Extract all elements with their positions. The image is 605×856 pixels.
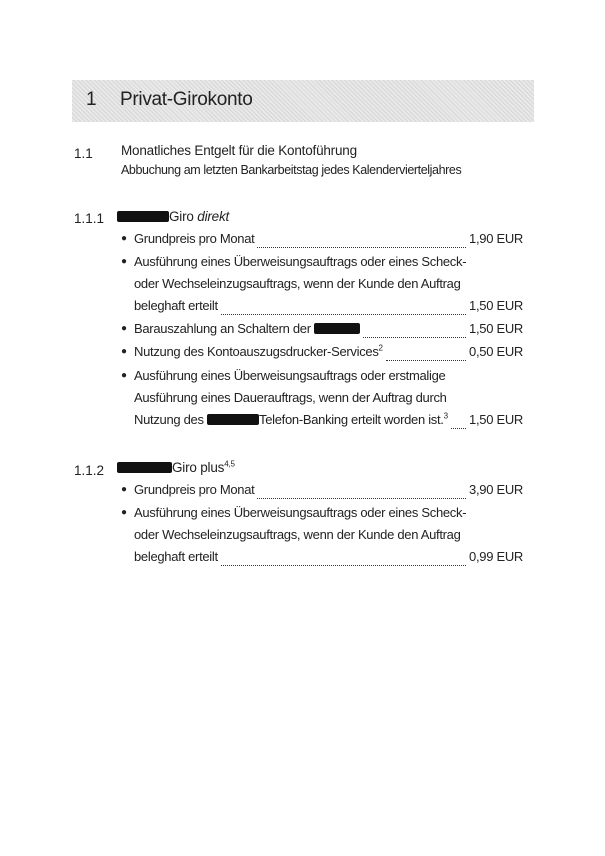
redacted-bank-name <box>207 414 259 425</box>
leader-dots <box>221 302 466 315</box>
price-item <box>121 343 523 365</box>
subsection-number: 1.1 <box>74 146 93 161</box>
price-item-label: Ausführung eines Überweisungsauftrags oder eines Scheck- <box>134 505 467 520</box>
price-value: 1,50 EUR <box>469 321 523 336</box>
section-title-bar <box>72 80 534 122</box>
bullet-icon: ● <box>121 233 127 244</box>
bullet-icon: ● <box>121 346 127 357</box>
price-value: 0,50 EUR <box>469 344 523 359</box>
item-group-number: 1.1.1 <box>74 211 105 226</box>
item-group-number: 1.1.2 <box>74 463 105 478</box>
footnote-ref: 3 <box>443 411 448 421</box>
leader-dots <box>257 235 466 248</box>
bullet-icon: ● <box>121 256 127 267</box>
price-value: 3,90 EUR <box>469 482 523 497</box>
price-item-label: beleghaft erteilt <box>134 549 218 564</box>
leader-dots <box>221 553 466 566</box>
footnote-ref: 4,5 <box>224 459 235 469</box>
price-item-label: beleghaft erteilt <box>134 298 218 313</box>
redacted-bank-name <box>314 323 360 334</box>
price-value: 0,99 EUR <box>469 549 523 564</box>
price-item <box>121 320 523 342</box>
price-item <box>121 481 523 503</box>
leader-dots <box>451 416 466 429</box>
price-item <box>121 253 523 319</box>
price-item-label: Ausführung eines Überweisungsauftrags oder eines Scheck- <box>134 254 467 269</box>
item-group-title-text: Giro plus <box>172 460 225 475</box>
subsection-title: Monatliches Entgelt für die Kontoführung <box>121 143 357 158</box>
leader-dots <box>363 325 466 338</box>
price-item <box>121 230 523 252</box>
section-number: 1 <box>86 89 97 110</box>
bullet-icon: ● <box>121 370 127 381</box>
section-title: Privat-Girokonto <box>120 89 253 110</box>
price-item-label: Grundpreis pro Monat <box>134 482 255 497</box>
redacted-bank-name <box>117 211 169 222</box>
price-item-label: Nutzung des <box>134 412 204 427</box>
leader-dots <box>257 486 466 499</box>
footnote-ref: 2 <box>378 343 383 353</box>
price-item <box>121 367 523 433</box>
bullet-icon: ● <box>121 507 127 518</box>
price-value: 1,50 EUR <box>469 298 523 313</box>
leader-dots <box>386 348 466 361</box>
item-group-title-prefix: Giro <box>169 209 198 224</box>
item-group-title <box>117 209 229 224</box>
bullet-icon: ● <box>121 484 127 495</box>
price-item-label: Telefon-Banking erteilt worden ist. <box>259 412 444 427</box>
price-value: 1,90 EUR <box>469 231 523 246</box>
price-item-label: oder Wechseleinzugsauftrags, wenn der Kunde den Auftrag <box>134 527 461 542</box>
price-item-label: Ausführung eines Dauerauftrags, wenn der Auftrag durch <box>134 390 447 405</box>
subsection-note: Abbuchung am letzten Bankarbeitstag jedes Kalendervierteljahres <box>121 163 462 177</box>
price-item-label: Ausführung eines Überweisungsauftrags oder erstmalige <box>134 368 446 383</box>
bullet-icon: ● <box>121 323 127 334</box>
item-group-title-suffix: direkt <box>197 209 230 224</box>
price-item-label: Nutzung des Kontoauszugsdrucker-Services <box>134 344 379 359</box>
price-item-label: Barauszahlung an Schaltern der <box>134 321 311 336</box>
price-item <box>121 504 523 570</box>
price-item-label: Grundpreis pro Monat <box>134 231 255 246</box>
price-value: 1,50 EUR <box>469 412 523 427</box>
item-group-title <box>117 460 235 475</box>
price-item-label: oder Wechseleinzugsauftrags, wenn der Kunde den Auftrag <box>134 276 461 291</box>
redacted-bank-name <box>117 462 172 473</box>
